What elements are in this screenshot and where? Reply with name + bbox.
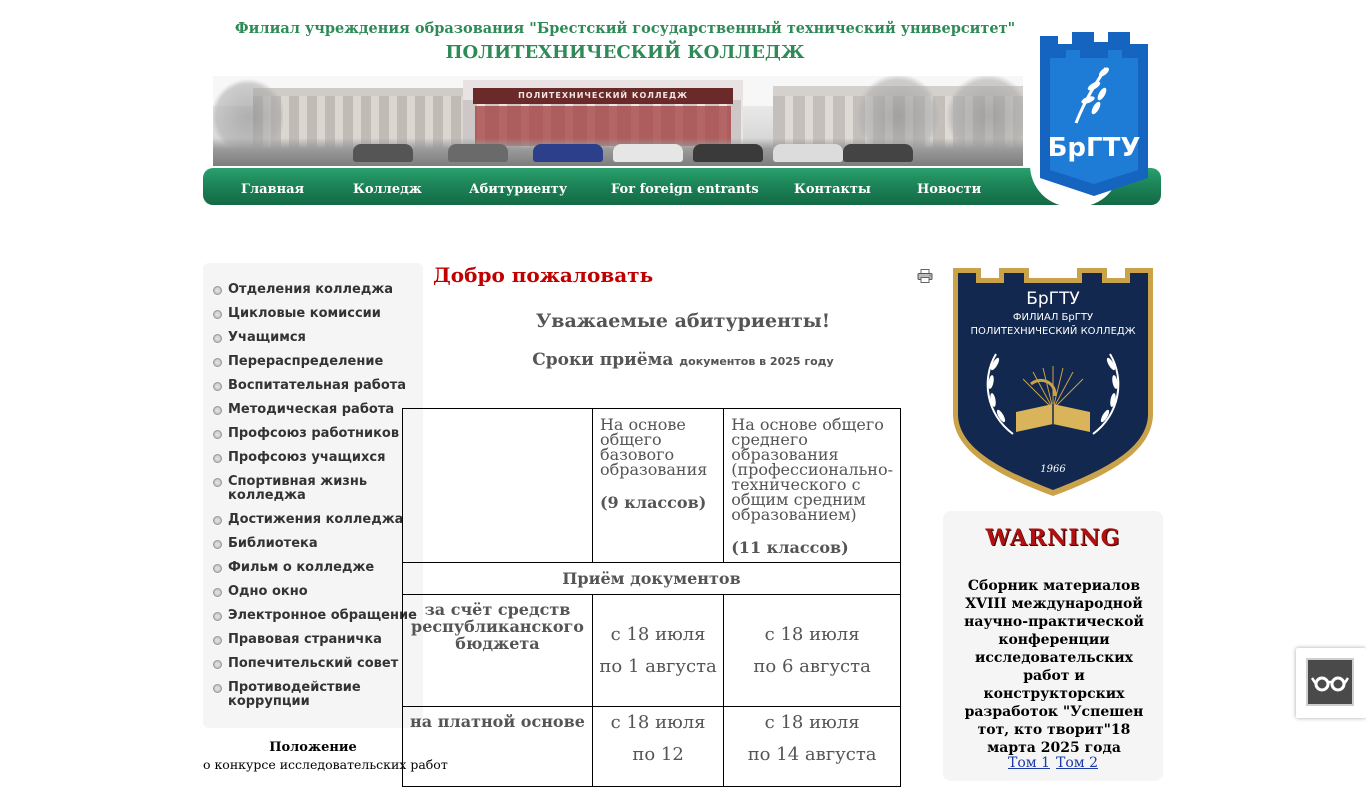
sidebar-bullet-icon (213, 564, 222, 573)
sidebar-item-anticorruption[interactable]: Противодействие коррупции (213, 681, 418, 709)
table-section-title: Приём документов (403, 563, 901, 595)
nav-applicants[interactable]: Абитуриенту (469, 182, 568, 197)
table-cell-budget-9: с 18 июля по 1 августа (592, 595, 723, 707)
warning-title: WARNING (985, 525, 1121, 551)
sidebar-item-film[interactable]: Фильм о колледже (213, 561, 418, 575)
deadlines-year: документов в 2025 году (679, 355, 834, 368)
nav-home[interactable]: Главная (241, 182, 305, 197)
emblem-line1: ФИЛИАЛ БрГТУ (1012, 312, 1094, 323)
nav-contacts[interactable]: Контакты (794, 182, 871, 197)
sidebar-bullet-icon (213, 310, 222, 319)
logo-text: БрГТУ (1047, 133, 1141, 163)
nav-college[interactable]: Колледж (353, 182, 422, 197)
sidebar-item-staff-union[interactable]: Профсоюз работников (213, 427, 418, 441)
accessibility-glasses-icon (1308, 660, 1352, 704)
sidebar-menu (203, 263, 423, 728)
warning-panel (943, 511, 1163, 781)
sidebar-bullet-icon (213, 358, 222, 367)
sidebar-item-methodical-work[interactable]: Методическая работа (213, 403, 418, 417)
sidebar-item-student-union[interactable]: Профсоюз учащихся (213, 451, 418, 465)
sidebar-bullet-icon (213, 454, 222, 463)
sidebar-item-achievements[interactable]: Достижения колледжа (213, 513, 418, 527)
contest-notice[interactable] (203, 740, 448, 772)
applicants-greeting: Уважаемые абитуриенты! (535, 310, 831, 332)
header-org-name: Филиал учреждения образования "Брестский государственный технический университет" (234, 20, 1016, 37)
sidebar-bullet-icon (213, 430, 222, 439)
sidebar-bullet-icon (213, 540, 222, 549)
table-header-9-classes: На основе общего базового образования (9 классов) (592, 409, 723, 563)
emblem-year: 1966 (1040, 464, 1066, 475)
warning-text: Сборник материалов XVIII международной научно-практической конференции исследовательских работ и конструкторских разработок "Успешен тот, кто творит"18 марта 2025 года (964, 578, 1144, 756)
sidebar-item-board[interactable]: Попечительский совет (213, 657, 418, 671)
admission-table (402, 408, 901, 787)
sidebar-bullet-icon (213, 636, 222, 645)
table-cell-paid-11: с 18 июля по 14 августа (724, 707, 901, 787)
sidebar-bullet-icon (213, 334, 222, 343)
accessibility-widget (1296, 648, 1366, 718)
banner-sign: ПОЛИТЕХНИЧЕСКИЙ КОЛЛЕДЖ (473, 88, 733, 104)
sidebar-bullet-icon (213, 684, 222, 693)
sidebar-item-students[interactable]: Учащимся (213, 331, 418, 345)
accessibility-button[interactable] (1306, 658, 1354, 706)
sidebar-item-one-window[interactable]: Одно окно (213, 585, 418, 599)
sidebar-bullet-icon (213, 660, 222, 669)
nav-foreign-entrants[interactable]: For foreign entrants (611, 182, 759, 197)
volume-2-link[interactable]: Том 2 (1056, 755, 1099, 771)
sidebar-bullet-icon (213, 612, 222, 621)
table-row-label-budget: за счёт средств республиканского бюджета (403, 595, 593, 707)
table-corner-cell (403, 409, 593, 563)
contest-notice-title: Положение (269, 740, 357, 755)
print-icon[interactable] (917, 268, 933, 282)
volume-1-link[interactable]: Том 1 (1007, 755, 1050, 771)
deadlines-title: Сроки приёма (532, 350, 674, 370)
emblem-line2: ПОЛИТЕХНИЧЕСКИЙ КОЛЛЕДЖ (970, 326, 1136, 337)
sidebar-item-legal[interactable]: Правовая страничка (213, 633, 418, 647)
sidebar-bullet-icon (213, 406, 222, 415)
header-college-name: ПОЛИТЕХНИЧЕСКИЙ КОЛЛЕДЖ (445, 42, 805, 63)
main-navigation (203, 168, 1161, 205)
sidebar-bullet-icon (213, 286, 222, 295)
sidebar-item-redistribution[interactable]: Перераспределение (213, 355, 418, 369)
sidebar-bullet-icon (213, 382, 222, 391)
table-cell-budget-11: с 18 июля по 6 августа (724, 595, 901, 707)
table-row-label-paid: на платной основе (403, 707, 593, 787)
contest-notice-text: о конкурсе исследовательских работ (203, 757, 448, 772)
sidebar-item-sports[interactable]: Спортивная жизнь колледжа (213, 475, 418, 503)
table-cell-paid-9: с 18 июля по 12 (592, 707, 723, 787)
sidebar-item-library[interactable]: Библиотека (213, 537, 418, 551)
sidebar-item-educational-work[interactable]: Воспитательная работа (213, 379, 418, 393)
college-emblem[interactable] (951, 264, 1155, 498)
deadlines-heading (433, 350, 933, 370)
header-banner-photo (213, 76, 1023, 166)
sidebar-bullet-icon (213, 516, 222, 525)
sidebar-item-commissions[interactable]: Цикловые комиссии (213, 307, 418, 321)
sidebar-item-e-appeal[interactable]: Электронное обращение (213, 609, 418, 623)
sidebar-item-departments[interactable]: Отделения колледжа (213, 283, 418, 297)
table-header-11-classes: На основе общего среднего образования (профессионально-технического с общим средним образованием) (11 классов) (724, 409, 901, 563)
warning-links (943, 755, 1163, 771)
sidebar-bullet-icon (213, 478, 222, 487)
emblem-title: БрГТУ (1026, 289, 1080, 309)
nav-news[interactable]: Новости (917, 182, 982, 197)
sidebar-bullet-icon (213, 588, 222, 597)
brgtu-logo[interactable] (1036, 28, 1154, 198)
page-title: Добро пожаловать (433, 263, 654, 287)
